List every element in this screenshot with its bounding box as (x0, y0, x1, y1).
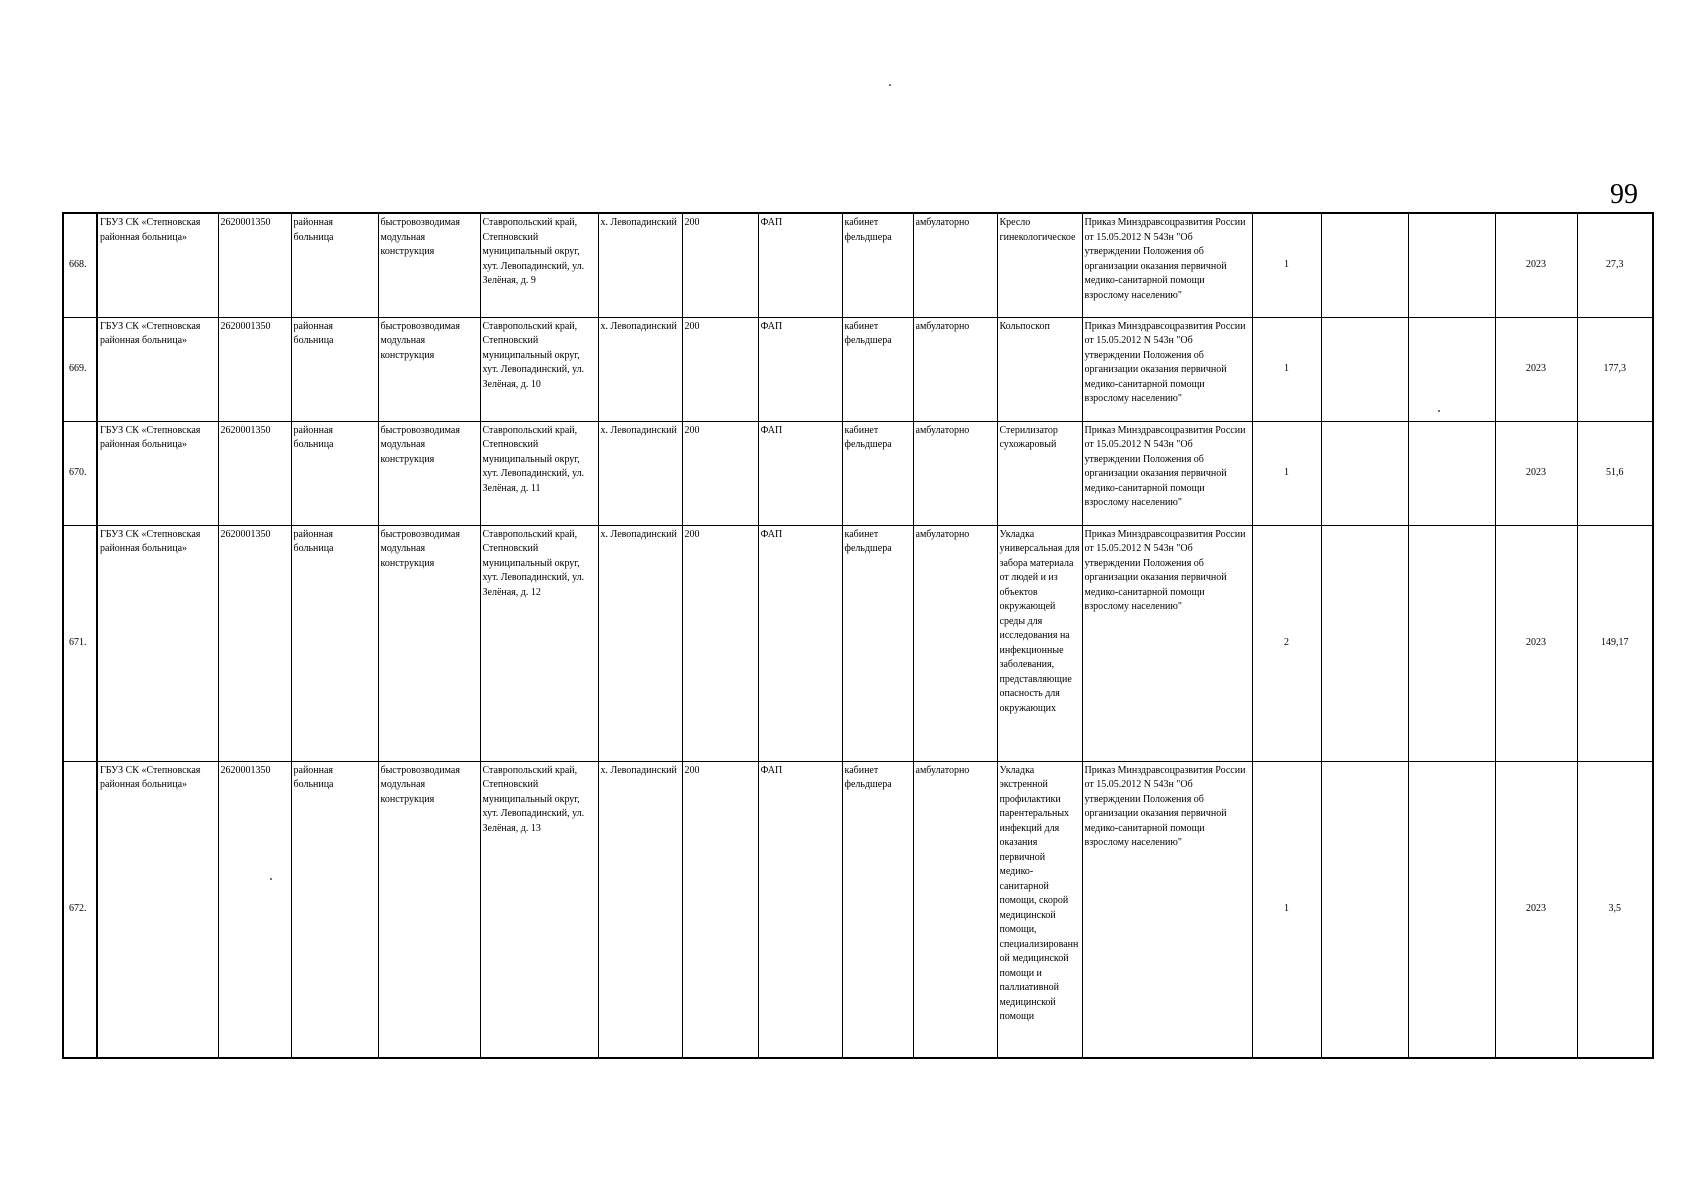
organization-cell: ГБУЗ СК «Степновская районная больница» (97, 525, 218, 761)
inn-cell: 2620001350 (218, 761, 291, 1058)
year-cell: 2023 (1495, 213, 1577, 317)
table-row (63, 525, 1653, 761)
organization-cell: ГБУЗ СК «Степновская районная больница» (97, 213, 218, 317)
quantity-cell: 1 (1252, 421, 1321, 525)
room-cell: кабинет фельдшера (842, 213, 913, 317)
room-cell: кабинет фельдшера (842, 421, 913, 525)
org-type-cell: районная больница (291, 213, 378, 317)
quantity-cell: 2 (1252, 525, 1321, 761)
year-cell: 2023 (1495, 761, 1577, 1058)
order-cell: Приказ Минздравсоцразвития России от 15.05.2012 N 543н "Об утверждении Положения об организации оказания первичной медико-санитарной помощи взрослому населению" (1082, 525, 1252, 761)
quantity-cell: 1 (1252, 213, 1321, 317)
facility-cell: ФАП (758, 421, 842, 525)
org-type-cell: районная больница (291, 761, 378, 1058)
population-cell: 200 (682, 317, 758, 421)
row-index: 669. (63, 317, 97, 421)
construction-cell: быстровозводимая модульная конструкция (378, 213, 480, 317)
table-row (63, 761, 1653, 1058)
care-form-cell: амбулаторно (913, 761, 997, 1058)
org-type-cell: районная больница (291, 421, 378, 525)
empty-cell-a (1321, 317, 1408, 421)
order-cell: Приказ Минздравсоцразвития России от 15.05.2012 N 543н "Об утверждении Положения об организации оказания первичной медико-санитарной помощи взрослому населению" (1082, 761, 1252, 1058)
year-cell: 2023 (1495, 317, 1577, 421)
org-type-cell: районная больница (291, 525, 378, 761)
amount-cell: 3,5 (1577, 761, 1653, 1058)
room-cell: кабинет фельдшера (842, 761, 913, 1058)
facility-cell: ФАП (758, 525, 842, 761)
empty-cell-b (1408, 317, 1495, 421)
settlement-cell: х. Левопадинский (598, 317, 682, 421)
order-cell: Приказ Минздравсоцразвития России от 15.05.2012 N 543н "Об утверждении Положения об организации оказания первичной медико-санитарной помощи взрослому населению" (1082, 213, 1252, 317)
address-cell: Ставропольский край, Степновский муниципальный округ, хут. Левопадинский, ул. Зелёная, д. 9 (480, 213, 598, 317)
equipment-cell: Кольпоскоп (997, 317, 1082, 421)
equipment-cell: Кресло гинекологическое (997, 213, 1082, 317)
organization-cell: ГБУЗ СК «Степновская районная больница» (97, 421, 218, 525)
quantity-cell: 1 (1252, 317, 1321, 421)
amount-cell: 27,3 (1577, 213, 1653, 317)
population-cell: 200 (682, 213, 758, 317)
population-cell: 200 (682, 421, 758, 525)
year-cell: 2023 (1495, 525, 1577, 761)
row-index: 668. (63, 213, 97, 317)
facility-cell: ФАП (758, 761, 842, 1058)
order-cell: Приказ Минздравсоцразвития России от 15.05.2012 N 543н "Об утверждении Положения об организации оказания первичной медико-санитарной помощи взрослому населению" (1082, 421, 1252, 525)
empty-cell-b (1408, 213, 1495, 317)
org-type-cell: районная больница (291, 317, 378, 421)
empty-cell-b (1408, 761, 1495, 1058)
settlement-cell: х. Левопадинский (598, 421, 682, 525)
settlement-cell: х. Левопадинский (598, 213, 682, 317)
quantity-cell: 1 (1252, 761, 1321, 1058)
scan-speck (1438, 410, 1440, 412)
equipment-cell: Укладка экстренной профилактики парентеральных инфекций для оказания первичной медико-санитарной помощи, скорой медицинской помощи, специализированной медицинской помощи и паллиативной медицинской помощи (997, 761, 1082, 1058)
construction-cell: быстровозводимая модульная конструкция (378, 761, 480, 1058)
address-cell: Ставропольский край, Степновский муниципальный округ, хут. Левопадинский, ул. Зелёная, д. 13 (480, 761, 598, 1058)
empty-cell-a (1321, 421, 1408, 525)
empty-cell-a (1321, 525, 1408, 761)
scan-speck (889, 84, 891, 86)
organization-cell: ГБУЗ СК «Степновская районная больница» (97, 317, 218, 421)
population-cell: 200 (682, 761, 758, 1058)
population-cell: 200 (682, 525, 758, 761)
care-form-cell: амбулаторно (913, 317, 997, 421)
care-form-cell: амбулаторно (913, 213, 997, 317)
year-cell: 2023 (1495, 421, 1577, 525)
row-index: 672. (63, 761, 97, 1058)
equipment-cell: Стерилизатор сухожаровый (997, 421, 1082, 525)
table-row (63, 213, 1653, 317)
care-form-cell: амбулаторно (913, 525, 997, 761)
address-cell: Ставропольский край, Степновский муниципальный округ, хут. Левопадинский, ул. Зелёная, д. 11 (480, 421, 598, 525)
inn-cell: 2620001350 (218, 317, 291, 421)
amount-cell: 177,3 (1577, 317, 1653, 421)
empty-cell-a (1321, 213, 1408, 317)
inn-cell: 2620001350 (218, 525, 291, 761)
table-row (63, 317, 1653, 421)
empty-cell-b (1408, 421, 1495, 525)
empty-cell-a (1321, 761, 1408, 1058)
row-index: 670. (63, 421, 97, 525)
scan-speck (270, 878, 272, 880)
inn-cell: 2620001350 (218, 213, 291, 317)
settlement-cell: х. Левопадинский (598, 525, 682, 761)
address-cell: Ставропольский край, Степновский муниципальный округ, хут. Левопадинский, ул. Зелёная, д. 10 (480, 317, 598, 421)
equipment-register-table (62, 212, 1654, 1059)
construction-cell: быстровозводимая модульная конструкция (378, 421, 480, 525)
organization-cell: ГБУЗ СК «Степновская районная больница» (97, 761, 218, 1058)
inn-cell: 2620001350 (218, 421, 291, 525)
facility-cell: ФАП (758, 213, 842, 317)
facility-cell: ФАП (758, 317, 842, 421)
settlement-cell: х. Левопадинский (598, 761, 682, 1058)
room-cell: кабинет фельдшера (842, 317, 913, 421)
amount-cell: 51,6 (1577, 421, 1653, 525)
equipment-cell: Укладка универсальная для забора материала от людей и из объектов окружающей среды для исследования на инфекционные заболевания, представляющие опасность для окружающих (997, 525, 1082, 761)
address-cell: Ставропольский край, Степновский муниципальный округ, хут. Левопадинский, ул. Зелёная, д. 12 (480, 525, 598, 761)
amount-cell: 149,17 (1577, 525, 1653, 761)
room-cell: кабинет фельдшера (842, 525, 913, 761)
construction-cell: быстровозводимая модульная конструкция (378, 525, 480, 761)
order-cell: Приказ Минздравсоцразвития России от 15.05.2012 N 543н "Об утверждении Положения об организации оказания первичной медико-санитарной помощи взрослому населению" (1082, 317, 1252, 421)
page-number: 99 (1610, 179, 1638, 210)
construction-cell: быстровозводимая модульная конструкция (378, 317, 480, 421)
empty-cell-b (1408, 525, 1495, 761)
row-index: 671. (63, 525, 97, 761)
care-form-cell: амбулаторно (913, 421, 997, 525)
table-row (63, 421, 1653, 525)
